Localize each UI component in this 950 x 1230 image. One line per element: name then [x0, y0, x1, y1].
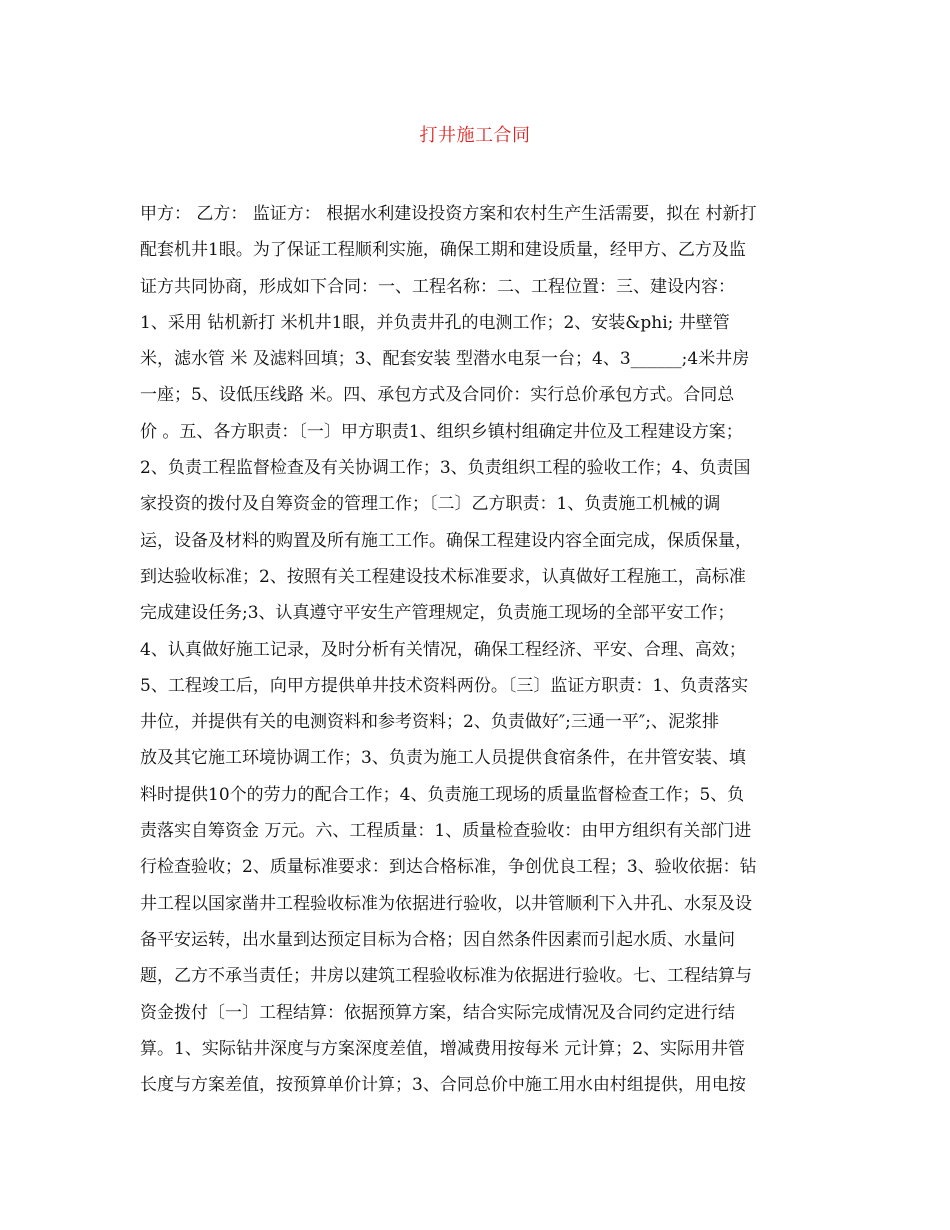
body-line: 备平安运转，出水量到达预定目标为合格；因自然条件因素而引起水质、水量问 [140, 929, 735, 950]
body-line: 运，设备及材料的购置及所有施工工作。确保工程建设内容全面完成，保质保量， [140, 530, 752, 551]
body-line: 4、认真做好施工记录，及时分析有关情况，确保工程经济、平安、合理、高效； [140, 639, 746, 660]
body-line: 价 。五、各方职责：〔一〕甲方职责1、组织乡镇村组确定井位及工程建设方案； [140, 421, 743, 442]
body-line: 算。1、实际钻井深度与方案深度差值，增减费用按每米 元计算；2、实际用井管 [140, 1038, 746, 1059]
body-line: 完成建设任务;3、认真遵守平安生产管理规定，负责施工现场的全部平安工作； [140, 603, 735, 624]
contract-body [140, 196, 820, 1103]
body-line: 长度与方案差值，按预算单价计算；3、合同总价中施工用水由村组提供，用电按 [140, 1075, 746, 1096]
body-line: 井工程以国家凿井工程验收标准为依据进行验收，以井管顺利下入井孔、水泵及设 [140, 893, 752, 914]
body-line: 放及其它施工环境协调工作；3、负责为施工人员提供食宿条件，在井管安装、填 [140, 748, 746, 769]
body-line: 到达验收标准；2、按照有关工程建设技术标准要求，认真做好工程施工，高标准 [140, 566, 746, 587]
body-line: 米，滤水管 米 及滤料回填；3、配套安装 型潜水电泵一台；4、3______;4米井房 [140, 349, 750, 370]
body-line: 2、负责工程监督检查及有关协调工作；3、负责组织工程的验收工作；4、负责国 [140, 458, 751, 479]
body-line: 5、工程竣工后，向甲方提供单井技术资料两份。〔三〕监证方职责：1、负责落实 [140, 675, 749, 696]
body-line: 甲方： 乙方： 监证方： 根据水利建设投资方案和农村生产生活需要，拟在 村新打 [140, 204, 757, 224]
body-line: 料时提供10个的劳力的配合工作；4、负责施工现场的质量监督检查工作；5、负 [140, 784, 745, 805]
body-line: 证方共同协商，形成如下合同：一、工程名称：二、工程位置：三、建设内容： [140, 276, 735, 297]
body-line: 资金拨付〔一〕工程结算：依据预算方案，结合实际完成情况及合同约定进行结 [140, 1002, 735, 1023]
body-line: 行检查验收；2、质量标准要求：到达合格标准，争创优良工程；3、验收依据：钻 [140, 857, 757, 878]
body-line: 责落实自筹资金 万元。六、工程质量：1、质量检查验收：由甲方组织有关部门进 [140, 821, 752, 842]
page-title: 打井施工合同 [419, 125, 531, 146]
body-line: 井位，并提供有关的电测资料和参考资料；2、负责做好″;三通一平″;、泥浆排 [140, 712, 719, 733]
body-line: 题，乙方不承当责任；井房以建筑工程验收标准为依据进行验收。七、工程结算与 [140, 966, 752, 987]
body-line: 一座；5、设低压线路 米。四、承包方式及合同价：实行总价承包方式。合同总 [140, 385, 735, 406]
body-line: 配套机井1眼。为了保证工程顺利实施，确保工期和建设质量，经甲方、乙方及监 [140, 240, 746, 261]
body-line: 家投资的拨付及自筹资金的管理工作；〔二〕乙方职责：1、负责施工机械的调 [140, 494, 721, 515]
body-line: 1、采用 钻机新打 米机井1眼，并负责井孔的电测工作；2、安装&phi; 井壁管 [140, 312, 730, 333]
